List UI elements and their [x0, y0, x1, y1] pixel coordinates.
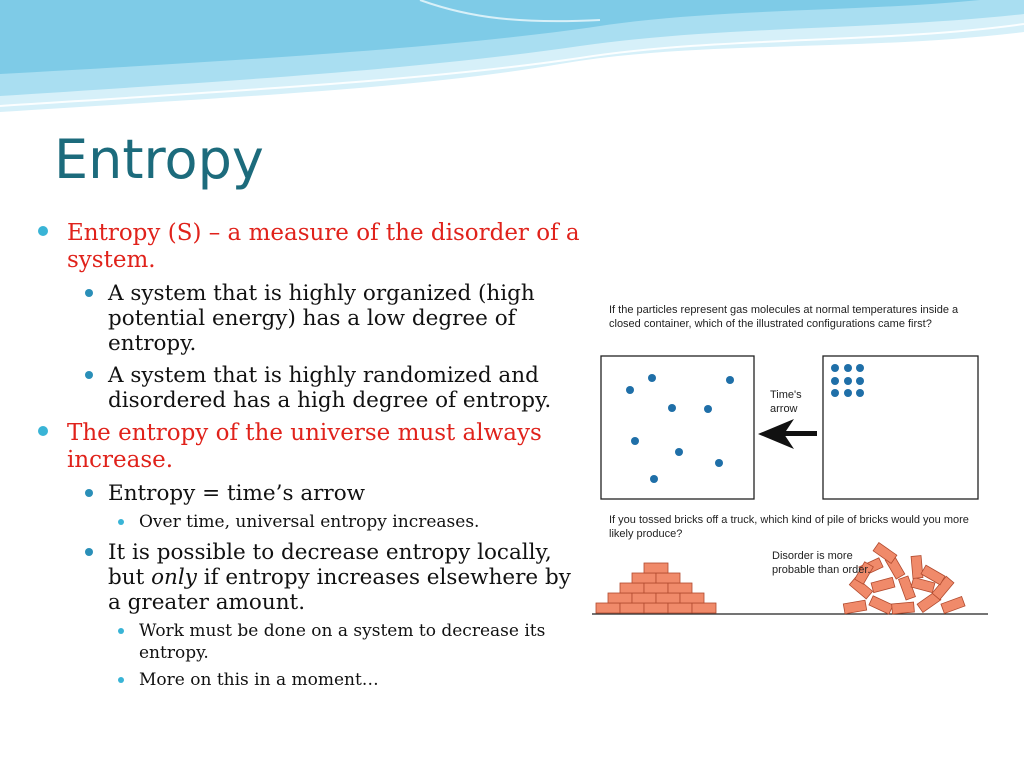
bullet-times-arrow	[38, 481, 583, 506]
particle	[631, 437, 639, 445]
particle	[726, 376, 734, 384]
particle	[831, 389, 839, 397]
particle	[675, 448, 683, 456]
bullet-decrease-locally	[38, 540, 583, 615]
bullet-dot-icon	[118, 628, 124, 634]
bullet-more-on-this	[38, 669, 583, 691]
clustered-particles	[831, 364, 864, 397]
bullet-text: A system that is highly organized (high potential energy) has a low degree of entropy.	[108, 281, 535, 356]
particle	[844, 364, 852, 372]
particle	[856, 389, 864, 397]
particle	[648, 374, 656, 382]
particle	[844, 389, 852, 397]
page-title: Entropy	[54, 128, 264, 191]
particle	[856, 364, 864, 372]
bullet-dot-icon	[38, 426, 48, 436]
bullet-highly-organized	[38, 281, 583, 356]
times-arrow-icon	[758, 419, 817, 449]
particle	[704, 405, 712, 413]
particle	[715, 459, 723, 467]
particle	[831, 377, 839, 385]
bullet-dot-icon	[118, 519, 124, 525]
bullet-over-time	[38, 511, 583, 533]
bullet-dot-icon	[85, 289, 93, 297]
illustration-graphics	[592, 300, 992, 630]
bullet-universe-entropy	[38, 420, 583, 474]
bullet-dot-icon	[85, 548, 93, 556]
bullet-list	[38, 220, 583, 691]
bullet-text-emphasis: only	[151, 565, 197, 590]
particle	[831, 364, 839, 372]
bullet-highly-randomized	[38, 363, 583, 413]
bullet-dot-icon	[85, 489, 93, 497]
bullet-text: Entropy (S) – a measure of the disorder of a system.	[67, 220, 580, 273]
bullet-work-must-be-done	[38, 620, 583, 664]
bullet-text-pre: It is possible to decrease entropy locally, but	[108, 540, 552, 590]
gas-question-text: If the particles represent gas molecules at normal temperatures inside a closed container, which of the illustrated configurations came first?	[609, 304, 959, 330]
bullet-text: More on this in a moment…	[139, 670, 379, 690]
particle	[668, 404, 676, 412]
bullet-dot-icon	[118, 677, 124, 683]
particle	[626, 386, 634, 394]
particle	[856, 377, 864, 385]
bullet-text: Entropy = time’s arrow	[108, 481, 366, 506]
particle	[844, 377, 852, 385]
bullet-text: Over time, universal entropy increases.	[139, 512, 480, 532]
bullet-text-post: if entropy increases elsewhere by a greater amount.	[108, 565, 571, 615]
bullet-text: The entropy of the universe must always increase.	[67, 420, 542, 473]
disorder-note-label: Disorder is more probable than order.	[772, 550, 871, 576]
particle	[650, 475, 658, 483]
bullet-dot-icon	[85, 371, 93, 379]
bullet-text: Work must be done on a system to decrease its entropy.	[139, 621, 546, 663]
entropy-illustration	[592, 300, 992, 630]
times-arrow-label: Time's arrow	[770, 389, 802, 415]
header-wave-decoration	[0, 0, 1024, 120]
bullet-entropy-definition	[38, 220, 583, 274]
bullet-dot-icon	[38, 226, 48, 236]
bricks-question-text: If you tossed bricks off a truck, which kind of pile of bricks would you more likely produce?	[609, 514, 969, 540]
bullet-text: A system that is highly randomized and disordered has a high degree of entropy.	[108, 363, 552, 413]
ordered-brick-pyramid	[596, 563, 716, 613]
